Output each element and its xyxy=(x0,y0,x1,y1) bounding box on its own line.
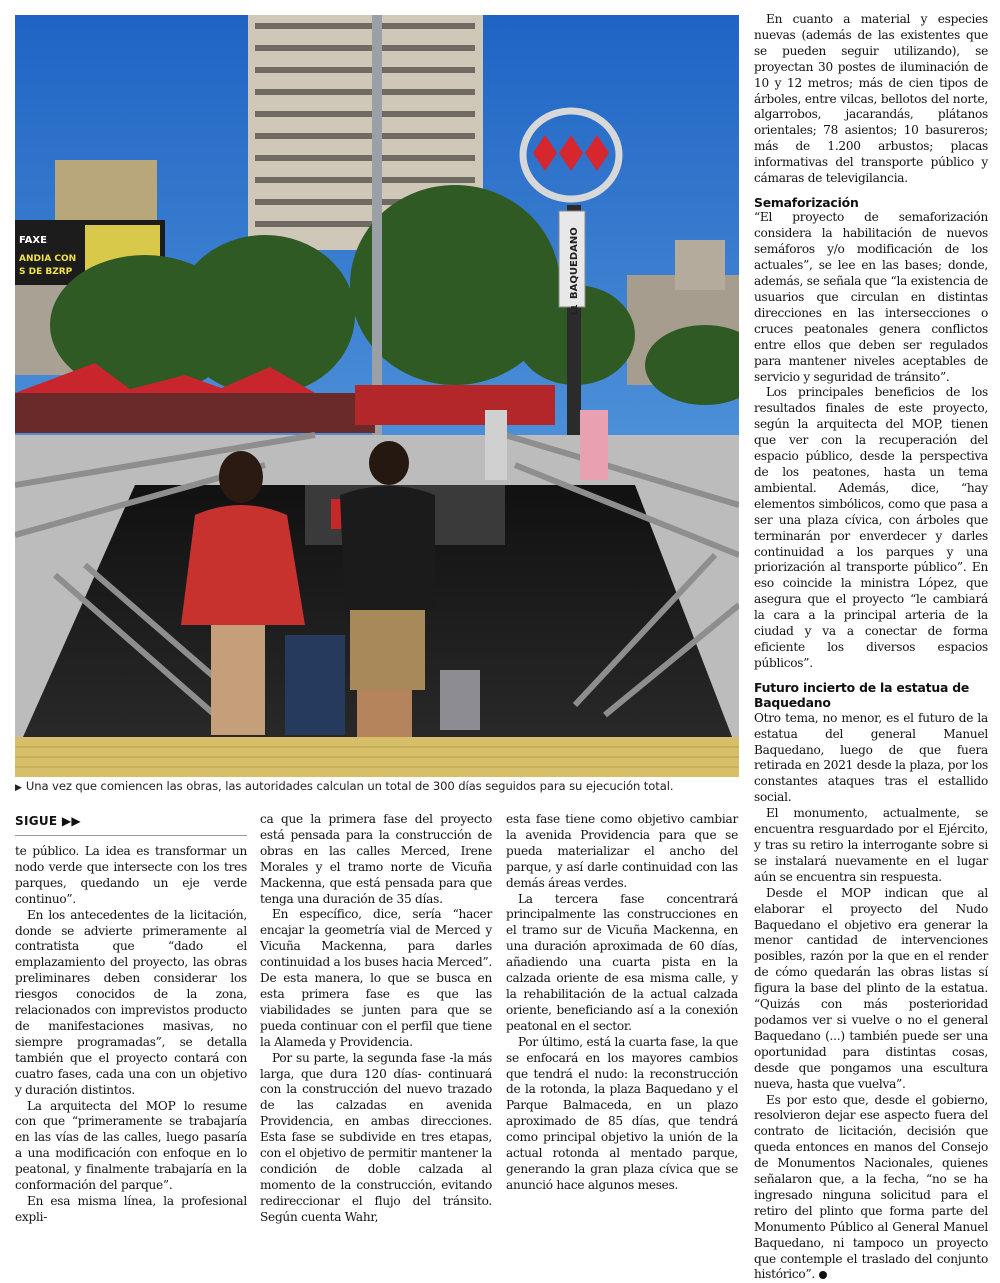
photo-caption xyxy=(15,779,739,793)
col1-para-1: te público. La idea es transformar un nodo verde que intersecte con los tres parques, quedando un eje verde continuo”. xyxy=(15,844,247,908)
col3-para-3: Por último, está la cuarta fase, la que se enfocará en los mayores cambios que tendrá el nudo: la reconstrucción de la rotonda, la plaza Baquedano y el Parque Balmaceda, en un plazo aproximado de 85 días, que tendrá como principal objetivo la unión de la actual rotonda al mentado parque, generando la gran plaza cívica que se anunció hace algunos meses. xyxy=(506,1035,738,1194)
station-name: BAQUEDANO xyxy=(569,227,580,299)
right-para-otro-tema: Otro tema, no menor, es el futuro de la estatua del general Manuel Baquedano, luego de que fuera retirada en 2021 desde la plaza, por los constantes ataques tras el estallido social. xyxy=(754,711,988,806)
sigue-underline xyxy=(15,835,247,836)
heading-semaforizacion: Semaforización xyxy=(754,195,988,211)
article-photo xyxy=(15,15,739,777)
billboard-line-2: ANDIA CON xyxy=(19,254,76,264)
caption-triangle-icon: ▶ xyxy=(15,783,22,793)
right-para-mop: Desde el MOP indican que al elaborar el proyecto del Nudo Baquedano el objetivo era generar la menor cantidad de intervenciones posibles, razón por la que en el render de cómo quedarán las obras listas sí figura la base del plinto de la estatua. “Quizás con más posterioridad podamos ver si vuelve o no el general Baquedano (...) también puede ser una oportunidad para distintas cosas, desde que pongamos una escultura nueva, hasta que vuelva”. xyxy=(754,886,988,1093)
right-column xyxy=(754,12,988,1283)
right-para-semaforos: “El proyecto de semaforización considera la habilitación de nuevos semáforos y/o modificación de los actuales”, se lee en las bases; donde, además, se señala que “la existencia de usuarios que circulan en distintas direcciones en las intersecciones o cruces peatonales genera conflictos entre ellos que deben ser regulados para mantener niveles aceptables de servicio y seguridad de tránsito”. xyxy=(754,210,988,385)
col3-para-1: esta fase tiene como objetivo cambiar la avenida Providencia para que se pueda materializar el ancho del parque, y así darle continuidad con las demás áreas verdes. xyxy=(506,812,738,892)
billboard-line-1: FAXE xyxy=(19,235,47,246)
col3-para-2: La tercera fase concentrará principalmente las construcciones en el tramo sur de Vicuña Mackenna, en una duración aproximada de 60 días, añadiendo una cuarta pista en la calzada oriente de esa misma calle, y la rehabilitación de la actual calzada oriente, beneficiando así a la conexión peatonal en el sector. xyxy=(506,892,738,1035)
heading-futuro-estatua: Futuro incierto de la estatua de Baquedano xyxy=(754,680,988,711)
station-line-label: L1 xyxy=(570,304,579,315)
metro-entrance-illustration xyxy=(15,15,739,777)
col2-para-3: Por su parte, la segunda fase -la más larga, que dura 120 días- continuará con la construcción del nuevo trazado de las calzadas en avenida Providencia, en ambas direcciones. Esta fase se subdivide en tres etapas, con el objetivo de permitir mantener la condición de doble calzada al momento de la construcción, evitando redireccionar el flujo del tránsito. Según cuenta Wahr, xyxy=(260,1051,492,1226)
sigue-label: SIGUE xyxy=(15,814,57,828)
col1-para-3: La arquitecta del MOP lo resume con que “primeramente se trabajaría en las vías de las calles, luego pasaría a una modificación con enfoque en lo peatonal, y finalmente trabajaría en la conformación del parque”. xyxy=(15,1099,247,1194)
col1-para-4: En esa misma línea, la profesional expli- xyxy=(15,1194,247,1226)
column-1 xyxy=(15,844,247,1226)
column-3 xyxy=(506,812,738,1194)
double-arrow-icon: ▶▶ xyxy=(62,814,81,828)
col2-para-2: En específico, dice, sería “hacer encajar la geometría vial de Merced y Vicuña Mackenna, para darles continuidad a los buses hacia Merced”. De esta manera, lo que se busca en esta primera fase es que las viabilidades se junten para que se pueda continuar con el perfil que tiene la Alameda y Providencia. xyxy=(260,907,492,1050)
metro-logo-icon xyxy=(533,135,609,171)
end-of-article-icon xyxy=(819,1271,827,1279)
right-para-beneficios: Los principales beneficios de los resultados finales de este proyecto, según la arquitecta del MOP, tienen que ver con la recuperación del espacio público, desde la perspectiva de los peatones, hasta un tema ambiental. Además, dice, “hay elementos simbólicos, como que pasa a ser una plaza cívica, con árboles que terminarán por enverdecer y darles continuidad a los parques y una priorización al transporte público”. En eso coincide la ministra López, que asegura que el proyecto “le cambiará la cara a la principal arteria de la ciudad y va a conectar de forma eficiente los diversos espacios públicos”. xyxy=(754,385,988,671)
col2-para-1: ca que la primera fase del proyecto está pensada para la construcción de obras en las calles Merced, Irene Morales y el tramo norte de Vicuña Mackenna, que está pensada para que tenga una duración de 35 días. xyxy=(260,812,492,907)
right-para-monumento: El monumento, actualmente, se encuentra resguardado por el Ejército, y tras su retiro la interrogante sobre si se instalará nuevamente en el lugar aún se encuentra sin respuesta. xyxy=(754,806,988,886)
right-para-gobierno xyxy=(754,1093,988,1283)
lamp-post xyxy=(372,15,382,435)
sigue-marker xyxy=(15,814,81,828)
billboard-line-3: S DE BZRP xyxy=(19,267,73,277)
right-para-materials: En cuanto a material y especies nuevas (además de las existentes que se pueden seguir utilizando), se proyectan 30 postes de iluminación de 10 y 12 metros; más de cien tipos de árboles, entre vilcas, bellotos del norte, algarrobos, jacarandás, plátanos orientales; 78 asientos; 10 basureros; más de 1.200 arbustos; placas informativas del transporte público y cámaras de televigilancia. xyxy=(754,12,988,187)
col1-para-2: En los antecedentes de la licitación, donde se advierte primeramente al contratista que “dado el emplazamiento del proyecto, las obras preliminares deben considerar los riesgos conocidos de la zona, relacionados con imprevistos producto de manifestaciones masivas, no siempre programadas”, se detalla también que el proyecto contará con cuatro fases, cada una con un objetivo y duración distintos. xyxy=(15,908,247,1099)
caption-text: Una vez que comiencen las obras, las autoridades calculan un total de 300 días seguidos para su ejecución total. xyxy=(26,779,674,793)
right-para-gobierno-text: Es por esto que, desde el gobierno, resolvieron dejar ese aspecto fuera del contrato de licitación, decisión que queda entonces en manos del Consejo de Monumentos Nacionales, quienes señalaron que, a la fecha, “no se ha ingresado ninguna solicitud para el retiro del plinto que forma parte del Monumento Público al General Manuel Baquedano, ni tampoco un proyecto que contemple el traslado del conjunto histórico”. xyxy=(754,1093,988,1282)
column-2 xyxy=(260,812,492,1226)
